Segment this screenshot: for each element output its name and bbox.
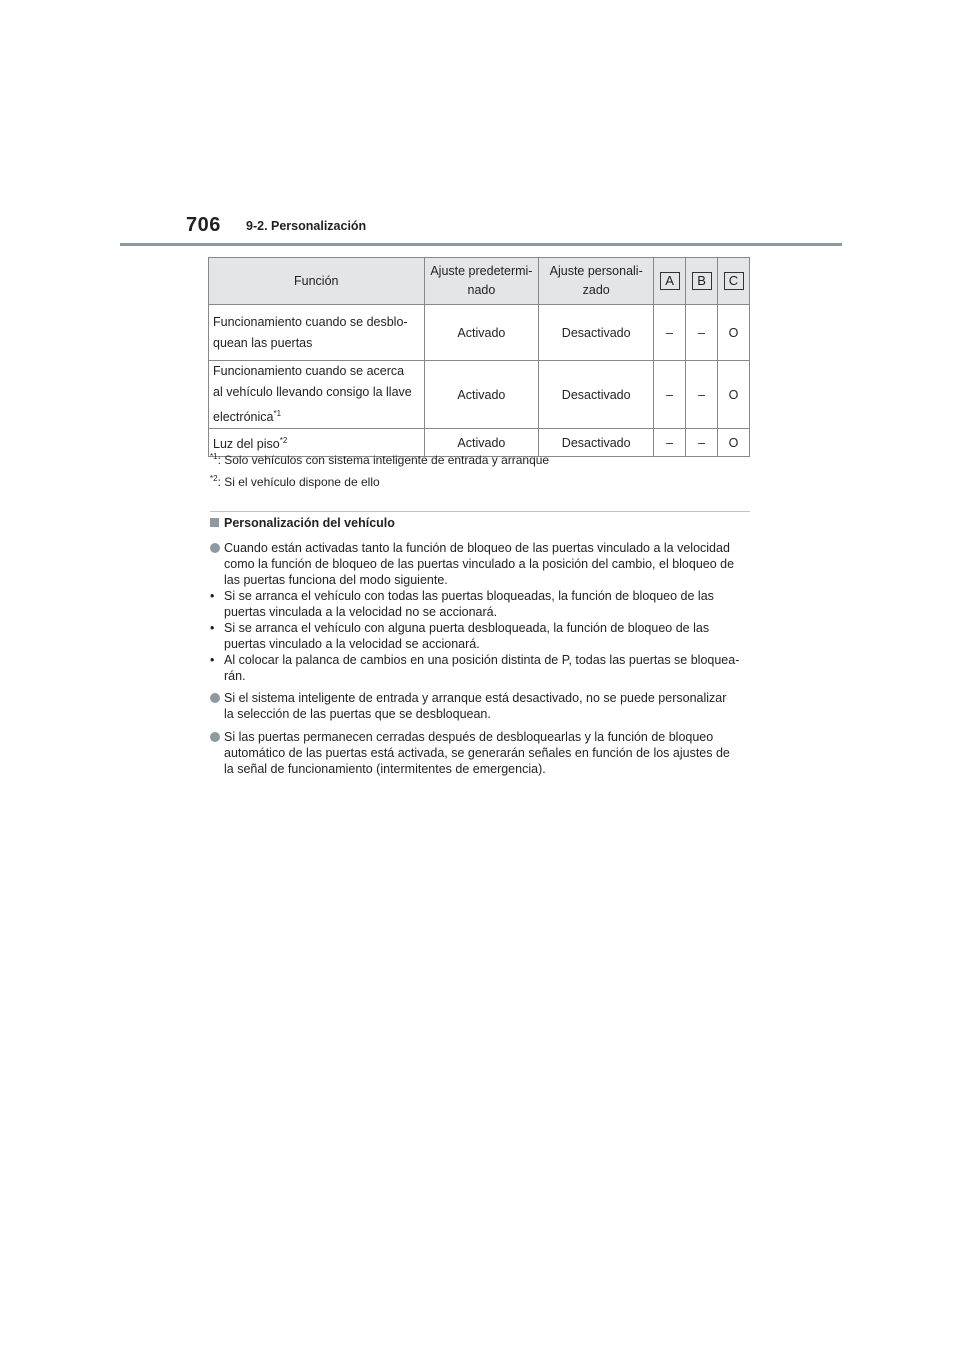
footnote <box>210 474 380 489</box>
footnote <box>210 452 549 467</box>
section-title: 9-2. Personalización <box>246 219 367 233</box>
bullet-text <box>210 690 750 722</box>
function-line: al vehículo llevando consigo la llave <box>213 385 412 399</box>
cell-custom: Desactivado <box>539 305 654 361</box>
bullet-text <box>210 729 750 777</box>
table-row <box>209 361 750 429</box>
text-line: la señal de funcionamiento (intermitentes de emergencia). <box>224 762 546 776</box>
cell-custom: Desactivado <box>539 429 654 457</box>
text-line: Si se arranca el vehículo con todas las puertas bloqueadas, la función de bloqueo de las <box>224 589 714 603</box>
cell-custom: Desactivado <box>539 361 654 429</box>
cell-a: – <box>654 305 686 361</box>
header-col-a <box>654 258 686 305</box>
cell-c: O <box>718 305 750 361</box>
cell-b: – <box>686 429 718 457</box>
text-line: la selección de las puertas que se desbloquean. <box>224 707 491 721</box>
heading-text: Personalización del vehículo <box>224 516 395 530</box>
cell-function <box>209 305 425 361</box>
letter-c-label: C <box>724 272 744 290</box>
bullet-item <box>210 690 750 722</box>
footnote-mark: *1 <box>210 452 218 461</box>
sub-bullet <box>210 620 750 652</box>
cell-default: Activado <box>424 429 539 457</box>
bullet-text <box>210 540 750 588</box>
circle-bullet-icon <box>210 543 220 553</box>
text-line: puertas vinculada a la velocidad no se accionará. <box>224 605 498 619</box>
header-custom-label: Ajuste personali- zado <box>549 264 643 297</box>
sub-bullet-mark: • <box>210 589 215 603</box>
header-default <box>424 258 539 305</box>
header-function-label: Función <box>294 273 339 288</box>
bullet-item <box>210 729 750 777</box>
subsection-heading <box>210 516 395 530</box>
header-function <box>209 258 425 305</box>
text-line: Cuando están activadas tanto la función de bloqueo de las puertas vinculado a la velocidad <box>224 541 730 555</box>
circle-bullet-icon <box>210 693 220 703</box>
cell-default: Activado <box>424 305 539 361</box>
footnote-ref: *2 <box>279 436 288 446</box>
settings-table <box>208 257 750 457</box>
cell-function <box>209 361 425 429</box>
sub-bullet <box>210 588 750 620</box>
text-line: automático de las puertas está activada, se generarán señales en función de los ajustes de <box>224 746 730 760</box>
table-row <box>209 305 750 361</box>
page-header <box>0 0 960 250</box>
text-line: Si las puertas permanecen cerradas después de desbloquearlas y la función de bloqueo <box>224 730 714 744</box>
letter-a-label: A <box>660 272 680 290</box>
text-line: Al colocar la palanca de cambios en una posición distinta de P, todas las puertas se bloquea- <box>224 653 740 667</box>
letter-b-label: B <box>692 272 712 290</box>
cell-a: – <box>654 429 686 457</box>
circle-bullet-icon <box>210 732 220 742</box>
cell-c: O <box>718 429 750 457</box>
function-line: Luz del piso <box>213 437 280 452</box>
function-line: quean las puertas <box>213 335 313 350</box>
page-number: 706 <box>186 214 221 236</box>
header-col-c <box>718 258 750 305</box>
cell-default: Activado <box>424 361 539 429</box>
cell-c: O <box>718 361 750 429</box>
function-line: Funcionamiento cuando se desblo- <box>213 314 408 329</box>
header-default-label: Ajuste predetermi- nado <box>430 264 533 297</box>
footnote-ref: *1 <box>273 409 282 418</box>
header-col-b <box>686 258 718 305</box>
sub-bullet-mark: • <box>210 621 215 635</box>
sub-bullet-mark: • <box>210 653 215 667</box>
text-line: las puertas funciona del modo siguiente. <box>224 573 448 587</box>
cell-a: – <box>654 361 686 429</box>
cell-b: – <box>686 305 718 361</box>
footnote-text: : Solo vehículos con sistema inteligente de entrada y arranque <box>217 453 550 467</box>
footnote-mark: *2 <box>210 474 218 483</box>
table-header-row <box>209 258 750 305</box>
section-divider <box>210 511 750 512</box>
square-bullet-icon <box>210 518 219 527</box>
header-rule <box>120 243 842 246</box>
text-line: rán. <box>224 669 246 683</box>
header-custom <box>539 258 654 305</box>
text-line: Si se arranca el vehículo con alguna puerta desbloqueada, la función de bloqueo de las <box>224 621 710 635</box>
function-line: electrónica <box>213 410 274 425</box>
function-line: Funcionamiento cuando se acerca <box>213 364 405 378</box>
cell-b: – <box>686 361 718 429</box>
text-line: puertas vinculado a la velocidad se accionará. <box>224 637 480 651</box>
function-line-with-sup <box>213 403 420 428</box>
bullet-item <box>210 540 750 684</box>
text-line: Si el sistema inteligente de entrada y arranque está desactivado, no se puede personalizar <box>224 691 727 705</box>
sub-bullet <box>210 652 750 684</box>
text-line: como la función de bloqueo de las puertas vinculado a la posición del cambio, el bloqueo de <box>224 557 735 571</box>
footnote-text: : Si el vehículo dispone de ello <box>217 475 380 489</box>
